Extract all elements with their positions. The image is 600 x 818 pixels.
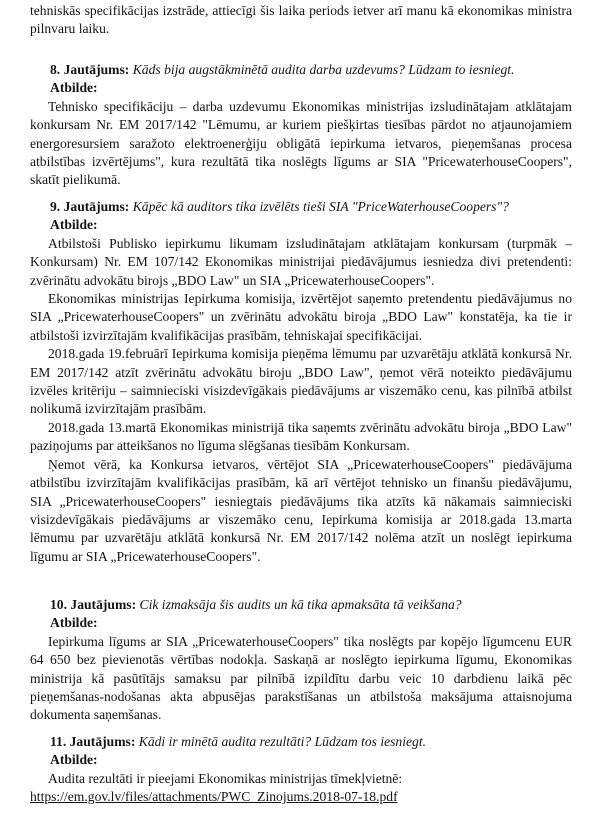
answer-11-link-line (30, 788, 572, 806)
question-10-number: 10. Jautājums: (50, 597, 137, 612)
question-8-text: Kāds bija augstākminētā audita darba uzdevums? Lūdzam to iesniegt. (132, 62, 515, 77)
question-9-section (30, 198, 572, 566)
intro-block (30, 2, 572, 39)
answer-10-paragraph-1: Iepirkuma līgums ar SIA „PricewaterhouseCoopers" tika noslēgts par kopējo līgumcenu EUR 64 650 bez pievienotās vērtības nodokļa. Saskaņā ar noslēgto iepirkuma līgumu, Ekonomikas ministrija kā pasūtītājs samaksu par pilnībā izpildītu darbu veic 10 darbdienu laikā pēc pieņemšanas-nodošanas akta abpusējas parakstīšanas un atbilstoša maksājuma attaisnojuma dokumenta saņemšanas. (30, 633, 572, 723)
answer-10-label: Atbilde: (50, 615, 98, 631)
question-11-number: 11. Jautājums: (50, 734, 136, 749)
question-9-text: Kāpēc kā auditors tika izvēlēts tieši SIA "PriceWaterhouseCoopers"? (132, 199, 509, 214)
answer-9-paragraph-1: Atbilstoši Publisko iepirkumu likumam izsludinātajam atklātajam konkursam (turpmāk – Konkursam) Nr. EM 107/142 Ekonomikas ministrijai piedāvājumus iesniedza divi pretendenti: zvērinātu advokātu birojs „BDO Law" un SIA „PricewaterhouseCoopers". (30, 235, 572, 288)
question-10-section (30, 596, 572, 725)
question-9-number: 9. Jautājums: (50, 199, 130, 214)
answer-9-label: Atbilde: (50, 217, 98, 233)
answer-9-paragraph-2: Ekonomikas ministrijas Iepirkuma komisija, izvērtējot saņemto pretendentu piedāvājumus no SIA „PricewaterhouseCoopers" un zvērinātu advokātu biroja „BDO Law" konstatēja, ka tie ir atbilstoši izvirzītajām kvalifikācijas prasībām, tehniskajai specifikācijai. (30, 291, 572, 343)
question-8-heading (30, 61, 572, 79)
answer-9-paragraph-3: 2018.gada 19.februārī Iepirkuma komisija pieņēma lēmumu par uzvarētāju atklātā konkursā Nr. EM 2017/142 atzīt zvērinātu advokātu biroju „BDO Law", ņemot vērā noteikto piedāvājumu izvēles kritēriju – saimnieciski visizdevīgākais piedāvājums ar viszemāko cenu, kas pilnībā atbilst nolikumā izvirzītajām prasībām. (30, 346, 572, 417)
answer-8-paragraph-1: Tehnisko specifikāciju – darba uzdevumu Ekonomikas ministrijas izsludinātajam atklātajam konkursam Nr. EM 2017/142 "Lēmumu, ar kuriem piešķirtas tiesības pārdot no atjaunojamiem energoresursiem saražoto elektroenerģiju obligātā iepirkuma ietvaros, pieņemšanas procesa atbilstības izvērtējums", kura rezultātā tika noslēgts līgums ar SIA "PricewaterhouseCoopers", skatīt pielikumā. (30, 98, 572, 188)
answer-11-paragraph-1: Audita rezultāti ir pieejami Ekonomikas ministrijas tīmekļvietnē: (48, 770, 403, 786)
intro-paragraph: tehniskās specifikācijas izstrāde, attiecīgi šis laika periods ietver arī manu kā ekonomikas ministra pilnvaru laiku. (30, 3, 572, 37)
answer-8-label: Atbilde: (50, 80, 98, 96)
question-11-section (30, 733, 572, 807)
report-link[interactable]: https://em.gov.lv/files/attachments/PWC_Zinojums.2018-07-18.pdf (30, 789, 398, 805)
question-9-heading (30, 198, 572, 216)
answer-9-paragraph-5: Ņemot vērā, ka Konkursa ietvaros, vērtējot SIA „PricewaterhouseCoopers" piedāvājuma atbilstību izvirzītajām kvalifikācijas prasībām, kā arī vērtējot tehnisko un finanšu piedāvājumu, SIA „PricewaterhouseCoopers" iesniegtais piedāvājums tika atzīts kā nākamais saimnieciski visizdevīgākais piedāvājums ar viszemāko cenu, Iepirkuma komisija ar 2018.gada 13.marta lēmumu par uzvarētāju atklātā konkursā Nr. EM 2017/142 nolēma atzīt un noslēgt iepirkuma līgumu ar SIA „PricewaterhouseCoopers". (30, 456, 572, 564)
question-8-section (30, 61, 572, 190)
answer-11-label: Atbilde: (50, 752, 98, 768)
answer-9-paragraph-4: 2018.gada 13.martā Ekonomikas ministrijā tika saņemts zvērinātu advokātu biroja „BDO Law" paziņojums par atteikšanos no līguma slēgšanas tiesībām Konkursam. (30, 419, 572, 454)
question-10-heading (30, 596, 572, 614)
question-8-number: 8. Jautājums: (50, 62, 130, 77)
question-10-text: Cik izmaksāja šis audits un kā tika apmaksāta tā veikšana? (139, 597, 462, 612)
question-11-text: Kādi ir minētā audita rezultāti? Lūdzam tos iesniegt. (138, 734, 427, 749)
question-11-heading (30, 733, 572, 751)
